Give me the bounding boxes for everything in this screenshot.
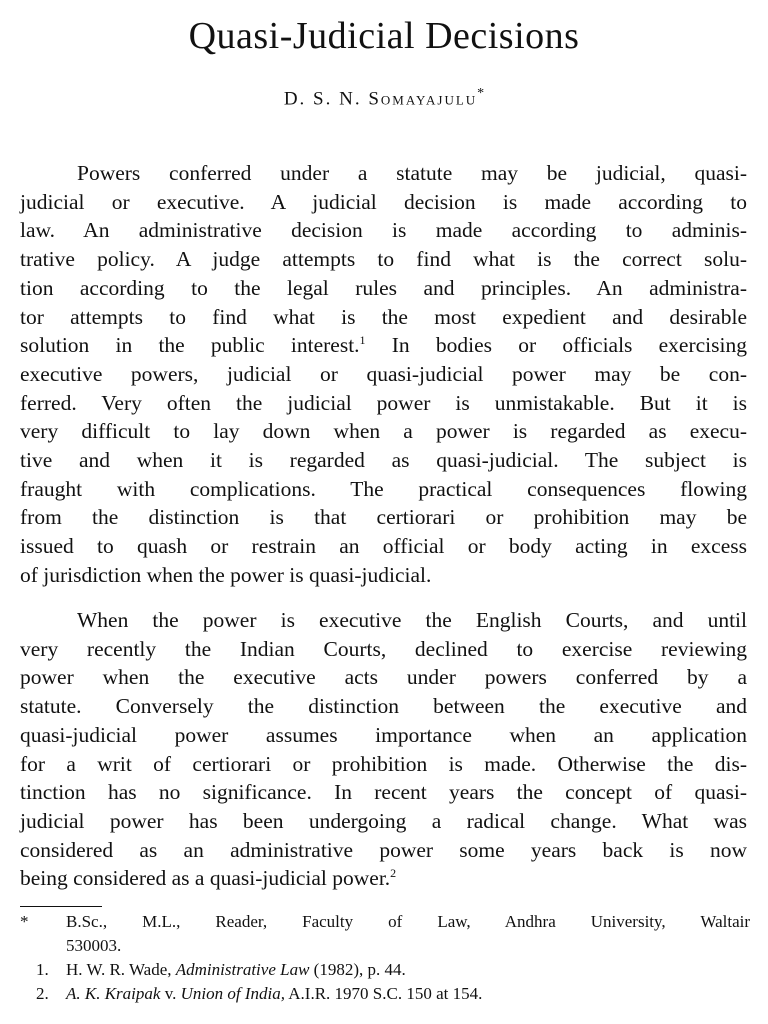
article-title: Quasi-Judicial Decisions: [188, 15, 580, 57]
paragraph-2: [20, 606, 747, 893]
paragraph-line: Powers conferred under a statute may be judicial, quasi-: [77, 161, 747, 185]
paragraph-line-with-ref: [20, 331, 747, 360]
paragraph-line: tinction has no significance. In recent years the concept of quasi-: [20, 780, 747, 805]
paragraph-line: quasi-judicial power assumes importance when an application: [20, 722, 747, 747]
paragraph-line: very difficult to lay down when a power is regarded as execu-: [20, 419, 747, 444]
footnotes: [20, 910, 750, 1006]
paragraph-line: power when the executive acts under powers conferred by a: [20, 665, 747, 690]
footnote-number: 2.: [36, 984, 49, 1003]
line-text: being considered as a quasi-judicial power.: [20, 866, 391, 891]
paragraph-line: considered as an administrative power some years back is now: [20, 837, 747, 862]
author-footnote-marker: *: [477, 86, 485, 101]
paragraph-line: issued to quash or restrain an official or body acting in excess: [20, 534, 747, 559]
paragraph-line: of jurisdiction when the power is quasi-judicial.: [20, 562, 432, 587]
paragraph-line: executive powers, judicial or quasi-judicial power may be con-: [20, 361, 747, 386]
footnote-case-party: A. K. Kraipak: [66, 984, 161, 1003]
paragraph-line: from the distinction is that certiorari or prohibition may be: [20, 505, 747, 530]
paragraph-line: fraught with complications. The practical consequences flowing: [20, 476, 747, 501]
footnote-citation: A.I.R. 1970 S.C. 150 at 154.: [288, 984, 483, 1003]
paragraph-1: [20, 159, 747, 590]
footnote-author-name: H. W. R. Wade,: [66, 960, 172, 979]
paragraph-line: When the power is executive the English Courts, and until: [77, 608, 747, 632]
paragraph-line: ferred. Very often the judicial power is unmistakable. But it is: [20, 390, 747, 415]
footnote-text: 530003.: [66, 936, 122, 955]
footnote-star-marker: *: [20, 912, 29, 931]
paragraph-line: tive and when it is regarded as quasi-judicial. The subject is: [20, 448, 747, 473]
paragraph-line: trative policy. A judge attempts to find what is the correct solu-: [20, 247, 747, 272]
paragraph-line-with-ref: [20, 864, 747, 893]
paragraph-line: judicial power has been undergoing a radical change. What was: [20, 808, 747, 833]
paragraph-line: tion according to the legal rules and principles. An administra-: [20, 275, 747, 300]
footnote-citation: (1982), p. 44.: [313, 960, 406, 979]
footnote-text: B.Sc., M.L., Reader, Faculty of Law, Andhra University, Waltair: [66, 912, 750, 931]
author-name: D. S. N. Somayajulu: [283, 88, 478, 110]
paragraph-line: judicial or executive. A judicial decision is made according to: [20, 189, 747, 214]
paragraph-line: law. An administrative decision is made according to adminis-: [20, 218, 747, 243]
footnote-case-party: Union of India,: [180, 984, 285, 1003]
footnote-author: [20, 910, 750, 958]
footnote-divider: [20, 906, 102, 907]
paragraph-line: statute. Conversely the distinction between the executive and: [20, 694, 747, 719]
paragraph-line: very recently the Indian Courts, declined to exercise reviewing: [20, 636, 747, 661]
paragraph-line: tor attempts to find what is the most expedient and desirable: [20, 304, 747, 329]
footnote-ref-1: 1: [359, 333, 366, 348]
footnote-number: 1.: [36, 960, 49, 979]
paragraph-line: for a writ of certiorari or prohibition is made. Otherwise the dis-: [20, 751, 747, 776]
line-text: solution in the public interest.: [20, 333, 360, 358]
footnote-work-title: Administrative Law: [175, 960, 310, 979]
footnote-ref-2: 2: [390, 866, 397, 881]
footnote-2: [20, 982, 750, 1006]
line-text: In bodies or officials exercising: [391, 333, 747, 358]
author-line: [0, 86, 768, 110]
footnote-1: [20, 958, 750, 982]
footnote-versus: v.: [164, 984, 177, 1003]
